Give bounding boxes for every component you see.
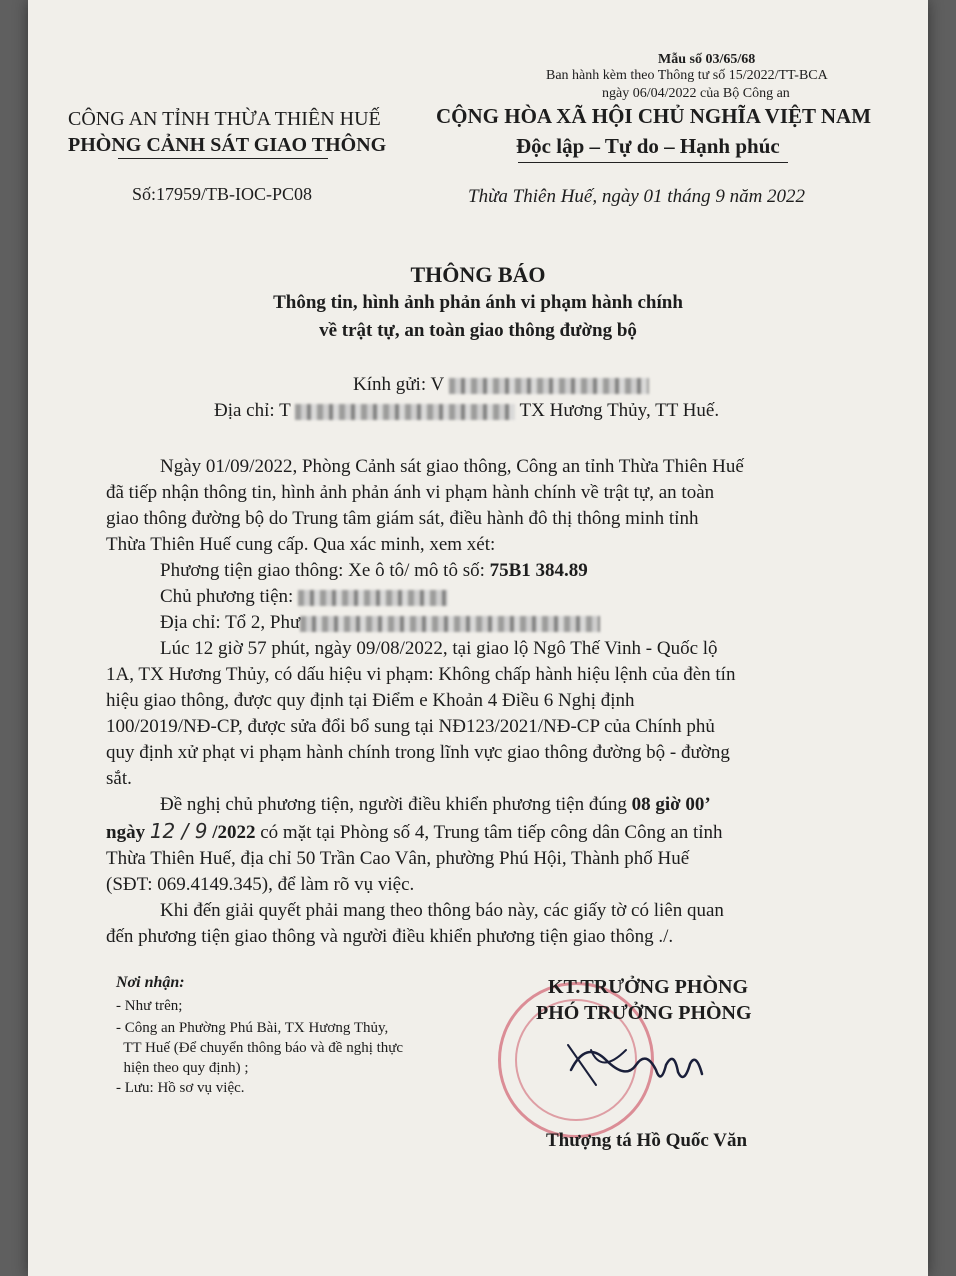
greeting-label: Kính gửi: bbox=[353, 374, 427, 395]
vehicle-plate: 75B1 384.89 bbox=[489, 560, 588, 581]
handwritten-signature-icon bbox=[566, 1030, 716, 1100]
agency-underline bbox=[118, 158, 328, 159]
form-code: Mẫu số 03/65/68 bbox=[658, 52, 756, 67]
paragraph-1-line-3: giao thông đường bộ do Trung tâm giám sát, điều hành đô thị thông minh tỉnh bbox=[106, 508, 699, 529]
recipient-item: - Như trên; bbox=[116, 998, 183, 1014]
motto-underline bbox=[518, 162, 788, 163]
paragraph-3-line-4: (SĐT: 069.4149.345), để làm rõ vụ việc. bbox=[106, 874, 415, 895]
national-motto: Độc lập – Tự do – Hạnh phúc bbox=[516, 134, 780, 158]
paragraph-4-line-2: đến phương tiện giao thông và người điều khiển phương tiện giao thông ./. bbox=[106, 926, 674, 947]
paragraph-4-line-1: Khi đến giải quyết phải mang theo thông báo này, các giấy tờ có liên quan bbox=[160, 900, 724, 921]
signature-title-line1: KT.TRƯỞNG PHÒNG bbox=[548, 976, 748, 998]
owner-label: Chủ phương tiện: bbox=[160, 586, 299, 607]
signature-title-line2: PHÓ TRƯỞNG PHÒNG bbox=[536, 1002, 752, 1024]
owner-address-line bbox=[106, 610, 866, 636]
place-and-date: Thừa Thiên Huế, ngày 01 tháng 9 năm 2022 bbox=[468, 186, 806, 207]
redacted-owner bbox=[298, 590, 448, 606]
paragraph-3-line-2 bbox=[106, 818, 866, 846]
document-number: Số:17959/TB-IOC-PC08 bbox=[132, 184, 313, 204]
owner-address-label: Địa chỉ: Tổ 2, Phư bbox=[160, 612, 301, 633]
recipient-item: - Lưu: Hồ sơ vụ việc. bbox=[116, 1080, 245, 1096]
recipients-title: Nơi nhận: bbox=[116, 974, 185, 991]
paragraph-2-line-2: 1A, TX Hương Thủy, có dấu hiệu vi phạm: Không chấp hành hiệu lệnh của đèn tín bbox=[106, 664, 736, 685]
form-issued-line2: ngày 06/04/2022 của Bộ Công an bbox=[602, 86, 790, 101]
vehicle-line bbox=[106, 558, 866, 584]
document-subtitle-line2: về trật tự, an toàn giao thông đường bộ bbox=[319, 320, 637, 341]
signer-name: Thượng tá Hồ Quốc Văn bbox=[546, 1130, 748, 1151]
owner-line bbox=[106, 584, 866, 610]
handwritten-date: 12 / 9 bbox=[149, 819, 208, 843]
paragraph-2-line-4: 100/2019/NĐ-CP, được sửa đổi bổ sung tại NĐ123/2021/NĐ-CP của Chính phủ bbox=[106, 716, 715, 737]
appointment-year: /2022 bbox=[212, 822, 256, 843]
address-tail: TX Hương Thủy, TT Huế. bbox=[519, 400, 720, 421]
address-label: Địa chỉ: T bbox=[214, 400, 291, 421]
form-issued-line1: Ban hành kèm theo Thông tư số 15/2022/TT-BCA bbox=[546, 68, 828, 83]
recipient-item: TT Huế (Để chuyển thông báo và đề nghị thực bbox=[116, 1040, 404, 1056]
document-subtitle-line1: Thông tin, hình ảnh phản ánh vi phạm hành chính bbox=[273, 292, 683, 313]
paragraph-1-line-2: đã tiếp nhận thông tin, hình ảnh phản ánh vi phạm hành chính về trật tự, an toàn bbox=[106, 482, 715, 503]
paragraph-2-line-6: sắt. bbox=[106, 768, 132, 789]
appointment-time: 08 giờ 00’ bbox=[631, 794, 711, 815]
redacted-name bbox=[449, 378, 649, 394]
document-page bbox=[28, 0, 928, 1276]
paragraph-2-line-1: Lúc 12 giờ 57 phút, ngày 09/08/2022, tại giao lộ Ngô Thế Vinh - Quốc lộ bbox=[160, 638, 718, 659]
recipient-greeting bbox=[353, 374, 649, 396]
national-title: CỘNG HÒA XÃ HỘI CHỦ NGHĨA VIỆT NAM bbox=[436, 104, 872, 128]
redacted-address bbox=[295, 404, 515, 420]
vehicle-label: Phương tiện giao thông: Xe ô tô/ mô tô số: bbox=[160, 560, 490, 581]
paragraph-2-line-3: hiệu giao thông, được quy định tại Điểm e Khoản 4 Điều 6 Nghị định bbox=[106, 690, 635, 711]
recipient-item: - Công an Phường Phú Bài, TX Hương Thủy, bbox=[116, 1020, 389, 1036]
department-name: PHÒNG CẢNH SÁT GIAO THÔNG bbox=[68, 134, 387, 156]
recipient-address bbox=[214, 400, 719, 422]
paragraph-1-line-4: Thừa Thiên Huế cung cấp. Qua xác minh, xem xét: bbox=[106, 534, 496, 555]
paragraph-3-line-1 bbox=[106, 792, 866, 818]
appointment-request: Đề nghị chủ phương tiện, người điều khiển phương tiện đúng bbox=[160, 794, 632, 815]
document-title: THÔNG BÁO bbox=[410, 262, 546, 287]
paragraph-1-line-1: Ngày 01/09/2022, Phòng Cảnh sát giao thông, Công an tỉnh Thừa Thiên Huế bbox=[160, 456, 744, 477]
appointment-place: có mặt tại Phòng số 4, Trung tâm tiếp công dân Công an tỉnh bbox=[255, 822, 723, 843]
agency-name: CÔNG AN TỈNH THỪA THIÊN HUẾ bbox=[68, 108, 381, 130]
greeting-name-visible: V bbox=[430, 374, 444, 395]
paragraph-2-line-5: quy định xử phạt vi phạm hành chính trong lĩnh vực giao thông đường bộ - đường bbox=[106, 742, 730, 763]
redacted-owner-address bbox=[300, 616, 600, 632]
document-body bbox=[106, 454, 866, 950]
appointment-day-label: ngày bbox=[106, 822, 150, 843]
paragraph-3-line-3: Thừa Thiên Huế, địa chỉ 50 Trần Cao Vân, phường Phú Hội, Thành phố Huế bbox=[106, 848, 690, 869]
recipient-item: hiện theo quy định) ; bbox=[116, 1060, 249, 1076]
